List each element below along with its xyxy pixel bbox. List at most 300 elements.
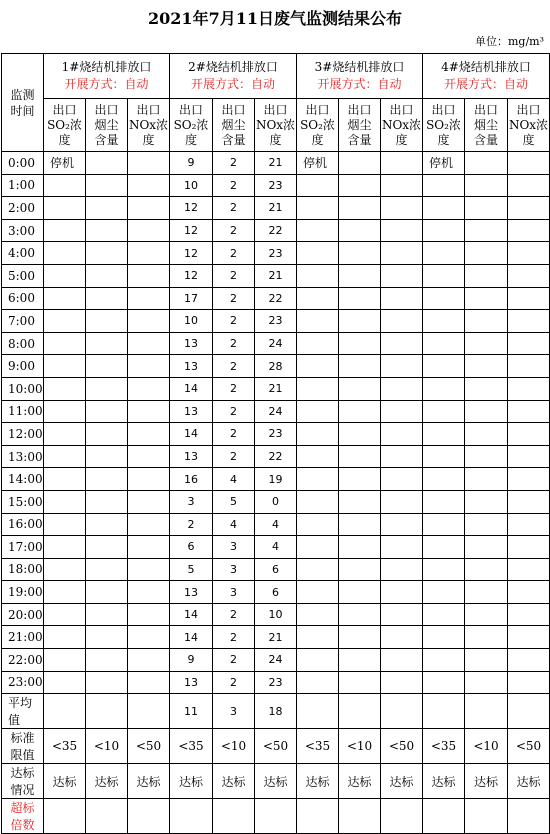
nox-cell: 19: [255, 468, 297, 491]
table-row: [2, 581, 550, 604]
nox-cell: [508, 536, 550, 559]
so2-cell: [44, 694, 86, 729]
so2-cell: [423, 355, 465, 378]
dust-cell: [339, 468, 381, 491]
compliance-label: 达标 情况: [2, 764, 44, 799]
exceed-cell: [381, 799, 423, 834]
so2-cell: 13: [170, 355, 213, 378]
nox-cell: 21: [255, 152, 297, 175]
outlet-name: 3#烧结机排放口: [314, 60, 405, 74]
so2-cell: [297, 242, 339, 265]
table-row: [2, 355, 550, 378]
limit-cell: <35: [423, 729, 465, 764]
limit-cell: <35: [170, 729, 213, 764]
nox-cell: [128, 219, 170, 242]
dust-cell: [86, 694, 128, 729]
dust-cell: [339, 536, 381, 559]
dust-cell: [465, 423, 508, 446]
so2-cell: 3: [170, 490, 213, 513]
nox-cell: [128, 536, 170, 559]
nox-cell: [128, 332, 170, 355]
nox-cell: 24: [255, 400, 297, 423]
emission-table: [1, 53, 550, 834]
nox-cell: [381, 649, 423, 672]
so2-cell: [44, 581, 86, 604]
dust-cell: [465, 355, 508, 378]
dust-cell: 3: [213, 581, 255, 604]
so2-cell: 16: [170, 468, 213, 491]
so2-cell: [423, 310, 465, 333]
so2-cell: [297, 377, 339, 400]
so2-cell: [297, 490, 339, 513]
nox-cell: 0: [255, 490, 297, 513]
nox-cell: 6: [255, 581, 297, 604]
dust-cell: [86, 264, 128, 287]
so2-cell: [297, 219, 339, 242]
so2-cell: [44, 377, 86, 400]
dust-cell: [465, 581, 508, 604]
nox-cell: [508, 264, 550, 287]
dust-header: 出口 烟尘 含量: [339, 99, 381, 152]
exceed-label: 超标 倍数: [2, 799, 44, 834]
nox-cell: [508, 400, 550, 423]
dust-cell: 2: [213, 242, 255, 265]
dust-cell: [465, 197, 508, 220]
dust-cell: 2: [213, 310, 255, 333]
nox-cell: [381, 219, 423, 242]
limit-cell: <50: [381, 729, 423, 764]
nox-cell: [381, 355, 423, 378]
limit-cell: <50: [508, 729, 550, 764]
so2-cell: [297, 332, 339, 355]
nox-cell: [508, 174, 550, 197]
nox-cell: [128, 310, 170, 333]
time-cell: 21:00: [2, 626, 44, 649]
nox-cell: [381, 242, 423, 265]
dust-cell: [86, 468, 128, 491]
time-cell: 3:00: [2, 219, 44, 242]
so2-cell: [423, 536, 465, 559]
dust-cell: [339, 219, 381, 242]
time-cell: 14:00: [2, 468, 44, 491]
dust-cell: [86, 445, 128, 468]
dust-cell: [339, 310, 381, 333]
so2-cell: 10: [170, 174, 213, 197]
so2-cell: 11: [170, 694, 213, 729]
outlet-header-4: [423, 54, 550, 99]
dust-cell: 2: [213, 603, 255, 626]
nox-cell: [508, 332, 550, 355]
so2-cell: [44, 287, 86, 310]
so2-cell: [44, 468, 86, 491]
so2-cell: 5: [170, 558, 213, 581]
dust-cell: [465, 490, 508, 513]
dust-cell: [86, 626, 128, 649]
so2-cell: [44, 197, 86, 220]
dust-cell: [86, 536, 128, 559]
limit-cell: <50: [255, 729, 297, 764]
so2-cell: 14: [170, 377, 213, 400]
so2-cell: [44, 536, 86, 559]
nox-cell: [508, 219, 550, 242]
nox-cell: 23: [255, 423, 297, 446]
nox-cell: [128, 671, 170, 694]
nox-cell: 23: [255, 242, 297, 265]
so2-cell: [297, 355, 339, 378]
dust-cell: 3: [213, 694, 255, 729]
dust-cell: [86, 558, 128, 581]
dust-cell: [339, 174, 381, 197]
so2-cell: [423, 626, 465, 649]
dust-cell: 2: [213, 626, 255, 649]
exceed-cell: [44, 799, 86, 834]
so2-cell: [44, 649, 86, 672]
so2-cell: [297, 603, 339, 626]
so2-cell: [423, 264, 465, 287]
time-cell: 11:00: [2, 400, 44, 423]
nox-cell: [508, 355, 550, 378]
nox-cell: [128, 513, 170, 536]
time-cell: 6:00: [2, 287, 44, 310]
dust-cell: [339, 400, 381, 423]
exceed-cell: [423, 799, 465, 834]
dust-cell: [86, 174, 128, 197]
so2-cell: 停机: [297, 152, 339, 175]
nox-cell: 4: [255, 513, 297, 536]
table-row: [2, 603, 550, 626]
dust-cell: [86, 671, 128, 694]
dust-cell: [86, 649, 128, 672]
dust-cell: 2: [213, 649, 255, 672]
time-header-label: 监测 时间: [10, 87, 35, 118]
so2-cell: [297, 310, 339, 333]
table-row: [2, 694, 550, 729]
time-cell: 5:00: [2, 264, 44, 287]
so2-cell: [44, 264, 86, 287]
dust-cell: 2: [213, 287, 255, 310]
dust-cell: [465, 671, 508, 694]
nox-cell: [381, 174, 423, 197]
dust-cell: [339, 355, 381, 378]
nox-cell: [381, 423, 423, 446]
dust-cell: 2: [213, 174, 255, 197]
table-row: [2, 264, 550, 287]
so2-cell: [297, 513, 339, 536]
exceed-cell: [339, 799, 381, 834]
table-row: [2, 671, 550, 694]
nox-cell: [128, 377, 170, 400]
time-cell: 0:00: [2, 152, 44, 175]
nox-cell: [128, 423, 170, 446]
dust-cell: 2: [213, 332, 255, 355]
nox-cell: [508, 671, 550, 694]
nox-header: 出口 NOx浓 度: [508, 99, 550, 152]
outlet-mode: 开展方式：自动: [317, 77, 402, 91]
outlet-name: 2#烧结机排放口: [188, 60, 278, 74]
dust-cell: [86, 581, 128, 604]
so2-cell: [44, 423, 86, 446]
so2-cell: 13: [170, 332, 213, 355]
nox-cell: [128, 694, 170, 729]
so2-cell: [44, 355, 86, 378]
dust-cell: [339, 152, 381, 175]
nox-cell: [381, 581, 423, 604]
outlet-name: 4#烧结机排放口: [441, 60, 531, 74]
dust-cell: [86, 152, 128, 175]
dust-cell: 2: [213, 671, 255, 694]
exceed-cell: [86, 799, 128, 834]
so2-cell: [423, 581, 465, 604]
so2-cell: [44, 603, 86, 626]
so2-cell: [297, 649, 339, 672]
nox-cell: [381, 694, 423, 729]
dust-cell: [339, 445, 381, 468]
limit-cell: <35: [297, 729, 339, 764]
so2-cell: 17: [170, 287, 213, 310]
nox-cell: [381, 310, 423, 333]
compliance-cell: 达标: [381, 764, 423, 799]
dust-cell: [86, 377, 128, 400]
nox-header: 出口 NOx浓 度: [255, 99, 297, 152]
nox-cell: [381, 603, 423, 626]
so2-cell: [297, 536, 339, 559]
so2-cell: 13: [170, 400, 213, 423]
dust-cell: [465, 400, 508, 423]
table-row: [2, 626, 550, 649]
dust-cell: [465, 152, 508, 175]
nox-cell: [508, 581, 550, 604]
exceed-cell: [508, 799, 550, 834]
dust-header: 出口 烟尘 含量: [86, 99, 128, 152]
nox-cell: [508, 649, 550, 672]
so2-cell: [297, 174, 339, 197]
so2-cell: [423, 332, 465, 355]
nox-header: 出口 NOx浓 度: [381, 99, 423, 152]
so2-cell: [423, 490, 465, 513]
outlet-header-1: [44, 54, 170, 99]
nox-cell: 24: [255, 649, 297, 672]
limit-cell: <10: [465, 729, 508, 764]
nox-cell: 23: [255, 671, 297, 694]
nox-cell: [381, 671, 423, 694]
nox-cell: [128, 490, 170, 513]
compliance-cell: 达标: [297, 764, 339, 799]
dust-cell: [465, 649, 508, 672]
so2-cell: 9: [170, 649, 213, 672]
time-cell: 18:00: [2, 558, 44, 581]
nox-cell: [508, 242, 550, 265]
dust-cell: [465, 332, 508, 355]
nox-cell: [128, 445, 170, 468]
dust-cell: [339, 513, 381, 536]
table-row: [2, 152, 550, 175]
so2-cell: [423, 558, 465, 581]
nox-cell: 21: [255, 626, 297, 649]
so2-cell: [297, 626, 339, 649]
dust-cell: [339, 242, 381, 265]
dust-cell: [339, 649, 381, 672]
exceed-cell: [128, 799, 170, 834]
nox-cell: 21: [255, 377, 297, 400]
compliance-cell: 达标: [339, 764, 381, 799]
so2-cell: [423, 671, 465, 694]
nox-cell: [381, 287, 423, 310]
outlet-header-3: [297, 54, 423, 99]
time-cell: 9:00: [2, 355, 44, 378]
so2-cell: [297, 694, 339, 729]
so2-cell: [423, 197, 465, 220]
dust-cell: [339, 264, 381, 287]
dust-cell: [465, 264, 508, 287]
nox-cell: 6: [255, 558, 297, 581]
table-row: [2, 400, 550, 423]
nox-cell: [128, 197, 170, 220]
nox-cell: [381, 400, 423, 423]
time-cell: 17:00: [2, 536, 44, 559]
dust-cell: [465, 513, 508, 536]
nox-cell: [508, 626, 550, 649]
dust-cell: 2: [213, 152, 255, 175]
dust-cell: [339, 581, 381, 604]
dust-cell: [465, 626, 508, 649]
nox-cell: [508, 377, 550, 400]
dust-cell: [465, 174, 508, 197]
so2-cell: [423, 242, 465, 265]
dust-cell: [86, 423, 128, 446]
so2-cell: [44, 626, 86, 649]
dust-cell: 2: [213, 377, 255, 400]
nox-cell: 23: [255, 310, 297, 333]
so2-cell: 14: [170, 423, 213, 446]
so2-cell: [423, 219, 465, 242]
so2-cell: 13: [170, 445, 213, 468]
time-cell: 2:00: [2, 197, 44, 220]
nox-cell: [381, 264, 423, 287]
exceed-cell: [297, 799, 339, 834]
so2-cell: [44, 513, 86, 536]
nox-cell: [128, 603, 170, 626]
dust-cell: [339, 423, 381, 446]
table-row: [2, 332, 550, 355]
so2-cell: [297, 671, 339, 694]
nox-cell: [381, 377, 423, 400]
nox-cell: [508, 310, 550, 333]
dust-cell: [465, 694, 508, 729]
dust-cell: [465, 219, 508, 242]
nox-cell: [128, 400, 170, 423]
nox-cell: [128, 581, 170, 604]
dust-cell: [465, 536, 508, 559]
so2-header: 出口 SO₂浓 度: [423, 99, 465, 152]
nox-cell: [381, 152, 423, 175]
table-row: [2, 174, 550, 197]
dust-cell: 4: [213, 513, 255, 536]
exceed-cell: [255, 799, 297, 834]
time-cell: 8:00: [2, 332, 44, 355]
nox-cell: [508, 152, 550, 175]
nox-cell: [128, 287, 170, 310]
dust-cell: [339, 626, 381, 649]
dust-cell: [86, 400, 128, 423]
dust-cell: [86, 513, 128, 536]
table-row: [2, 445, 550, 468]
dust-cell: 2: [213, 219, 255, 242]
nox-cell: [508, 603, 550, 626]
limit-cell: <10: [86, 729, 128, 764]
nox-cell: [128, 355, 170, 378]
table-row: [2, 536, 550, 559]
nox-cell: [508, 490, 550, 513]
compliance-cell: 达标: [213, 764, 255, 799]
compliance-cell: 达标: [128, 764, 170, 799]
limit-label: 标准 限值: [2, 729, 44, 764]
dust-cell: [86, 197, 128, 220]
dust-cell: 5: [213, 490, 255, 513]
nox-cell: [508, 197, 550, 220]
dust-cell: [86, 310, 128, 333]
nox-cell: 24: [255, 332, 297, 355]
table-row: [2, 377, 550, 400]
so2-cell: 13: [170, 671, 213, 694]
nox-cell: 4: [255, 536, 297, 559]
so2-cell: 13: [170, 581, 213, 604]
exceed-row: [2, 799, 550, 834]
so2-cell: [297, 445, 339, 468]
time-cell: 15:00: [2, 490, 44, 513]
so2-cell: [297, 287, 339, 310]
page-title: 2021年7月11日废气监测结果公布: [148, 9, 402, 28]
so2-cell: 12: [170, 242, 213, 265]
nox-cell: [508, 423, 550, 446]
nox-cell: 21: [255, 264, 297, 287]
dust-cell: [465, 445, 508, 468]
dust-cell: 3: [213, 558, 255, 581]
so2-cell: [423, 468, 465, 491]
so2-cell: [423, 603, 465, 626]
dust-cell: [465, 242, 508, 265]
table-row: [2, 558, 550, 581]
nox-cell: [128, 558, 170, 581]
time-cell: 12:00: [2, 423, 44, 446]
so2-cell: 6: [170, 536, 213, 559]
nox-cell: [381, 536, 423, 559]
nox-cell: [381, 513, 423, 536]
nox-cell: [508, 513, 550, 536]
dust-cell: [86, 355, 128, 378]
nox-cell: [508, 468, 550, 491]
table-row: [2, 490, 550, 513]
unit-label: 单位：mg/m³: [474, 35, 544, 48]
limit-row: [2, 729, 550, 764]
so2-cell: [44, 242, 86, 265]
nox-cell: [128, 152, 170, 175]
so2-cell: [297, 423, 339, 446]
dust-cell: [465, 468, 508, 491]
so2-cell: [423, 377, 465, 400]
outlet-header-2: [170, 54, 297, 99]
time-cell: 7:00: [2, 310, 44, 333]
nox-cell: [381, 490, 423, 513]
nox-cell: 23: [255, 174, 297, 197]
compliance-cell: 达标: [508, 764, 550, 799]
time-cell: 13:00: [2, 445, 44, 468]
dust-cell: [339, 558, 381, 581]
compliance-cell: 达标: [170, 764, 213, 799]
nox-cell: 21: [255, 197, 297, 220]
compliance-cell: 达标: [423, 764, 465, 799]
so2-cell: [44, 174, 86, 197]
dust-cell: [465, 377, 508, 400]
